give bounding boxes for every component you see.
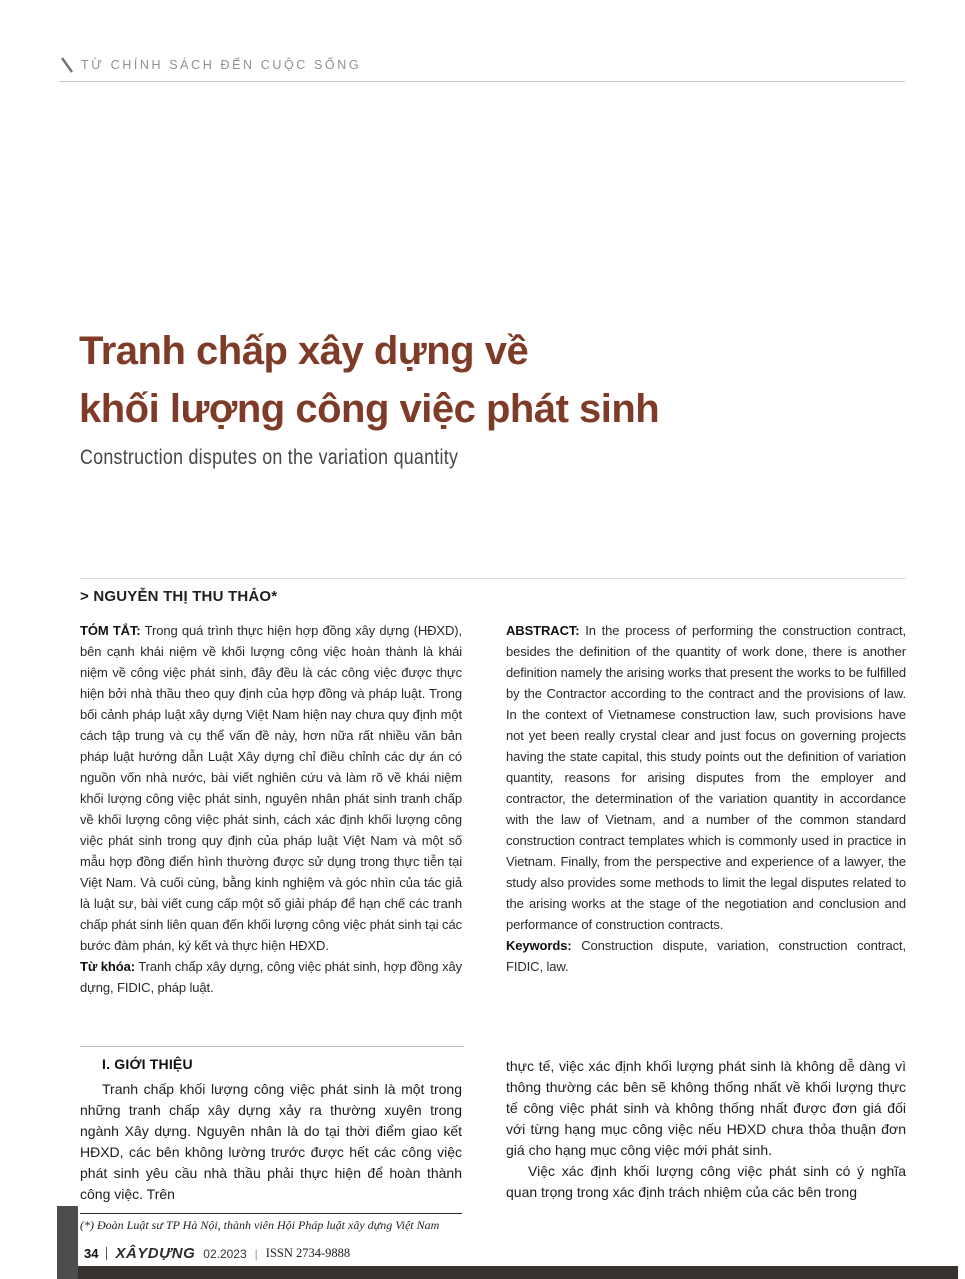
body-right-column (506, 1056, 906, 1233)
intro-paragraph-right-2: Việc xác định khối lượng công việc phát sinh có ý nghĩa quan trọng trong xác định trách nhiệm của các bên trong (506, 1163, 906, 1200)
keywords-vietnamese-label: Từ khóa: (80, 959, 135, 974)
abstract-english-paragraph (506, 620, 906, 935)
section-heading-introduction: I. GIỚI THIỆU (102, 1056, 193, 1072)
keywords-vietnamese-line (80, 956, 462, 998)
abstract-vietnamese-paragraph (80, 620, 462, 956)
keywords-english-label: Keywords: (506, 938, 572, 953)
footer-separator: | (254, 1246, 258, 1261)
spine-tab-bar (57, 1206, 78, 1279)
intro-paragraph-left: Tranh chấp khối lượng công việc phát sinh là một trong những tranh chấp xây dựng xảy ra thường xuyên trong ngành Xây dựng. Nguyên nhân là do tại thời điểm giao kết HĐXD, các bên không lường trước được hết các công việc phát sinh yêu cầu nhà thầu phải thực hiện để hoàn thành công việc. Trên (80, 1081, 462, 1202)
bottom-edge-bar (78, 1266, 958, 1279)
section-divider-rule (80, 1046, 464, 1047)
section-kicker-label: TỪ CHÍNH SÁCH ĐẾN CUỘC SỐNG (81, 58, 362, 72)
author-byline: > NGUYỄN THỊ THU THẢO* (80, 588, 278, 605)
article-title-line-1: Tranh chấp xây dựng về (79, 329, 529, 373)
author-rule (80, 578, 906, 579)
article-subtitle-english: Construction disputes on the variation quantity (80, 446, 459, 469)
abstract-english-column (506, 620, 906, 1044)
journal-logo: XÂYDỰNG (115, 1245, 196, 1262)
author-footnote: (*) Đoàn Luật sư TP Hà Nội, thành viên Hội Pháp luật xây dựng Việt Nam (80, 1218, 440, 1232)
abstract-section (80, 620, 906, 1044)
running-head (60, 56, 361, 74)
page-number: 34 (84, 1246, 99, 1261)
keywords-english-text: Construction dispute, variation, construction contract, FIDIC, law. (506, 938, 906, 974)
abstract-english-label: ABSTRACT: (506, 623, 580, 638)
page-footer (84, 1245, 350, 1262)
diagonal-slash-icon (60, 56, 74, 74)
intro-paragraph-right-1: thực tế, việc xác định khối lượng phát sinh là không dễ dàng vì thông thường các bên sẽ không thống nhất về khối lượng thực tế công việc phát sinh và không thống nhất được đơn giá đối với từng hạng mục công việc nếu HĐXD chưa thỏa thuận đơn giá cho hạng mục công việc mới phát sinh. (506, 1058, 906, 1158)
abstract-english-text: In the process of performing the construction contract, besides the definition of the quantity of work done, there is another definition namely the arising works that present the works to be fulfilled by the Contractor according to the contract and the provisions of law. In the context of Vietnamese construction law, such provisions have not yet been really crystal clear and just focus on governing projects having the state capital, this study points out the definition of variation quantity, reasons for arising disputes from the employer and contractor, the determination of the variation quantity in accordance with the law of Vietnam, and a number of the common standard construction contract templates which is commonly used in practice in Vietnam. Finally, from the perspective and experience of a lawyer, the study also provides some methods to limit the legal disputes related to the arising works at the stage of the negotiation and conclusion and performance of construction contracts. (506, 623, 906, 932)
abstract-vietnamese-text: Trong quá trình thực hiện hợp đồng xây dựng (HĐXD), bên cạnh khái niệm về khối lượng công việc hoàn thành là khái niệm về công việc phát sinh, đây đều là các công việc được thực hiện bởi nhà thầu theo quy định của hợp đồng và pháp luật. Trong bối cảnh pháp luật xây dựng Việt Nam hiện nay chưa quy định một cách tập trung và cụ thể vấn đề này, hơn nữa rất nhiều văn bản pháp luật hướng dẫn Luật Xây dựng chỉ điều chỉnh các dự án có nguồn vốn nhà nước, bài viết nghiên cứu và làm rõ về khái niệm khối lượng công việc phát sinh, nguyên nhân phát sinh tranh chấp về khối lượng công việc phát sinh, cách xác định khối lượng công việc phát sinh trong quy định của pháp luật Việt Nam và một số mẫu hợp đồng điển hình thường được sử dụng trong thực tiễn tại Việt Nam. Và cuối cùng, bằng kinh nghiệm và góc nhìn của tác giả là luật sư, bài viết cung cấp một số giải pháp để hạn chế các tranh chấp phát sinh liên quan đến khối lượng công việc phát sinh tại các bước đàm phán, ký kết và thực hiện HĐXD. (80, 623, 463, 953)
footnote-rule (80, 1213, 462, 1214)
issue-date: 02.2023 (203, 1246, 247, 1261)
introduction-section (80, 1056, 906, 1233)
keywords-vietnamese-text: Tranh chấp xây dựng, công việc phát sinh, hợp đồng xây dựng, FIDIC, pháp luật. (80, 959, 463, 995)
abstract-vietnamese-label: TÓM TẮT: (80, 623, 141, 638)
body-left-column (80, 1056, 462, 1233)
footer-divider (106, 1247, 107, 1260)
article-title (79, 322, 659, 438)
abstract-vietnamese-column (80, 620, 462, 1044)
issn-label: ISSN 2734-9888 (265, 1246, 351, 1260)
header-rule (60, 81, 905, 82)
article-title-line-2: khối lượng công việc phát sinh (79, 387, 660, 431)
keywords-english-line (506, 935, 906, 977)
